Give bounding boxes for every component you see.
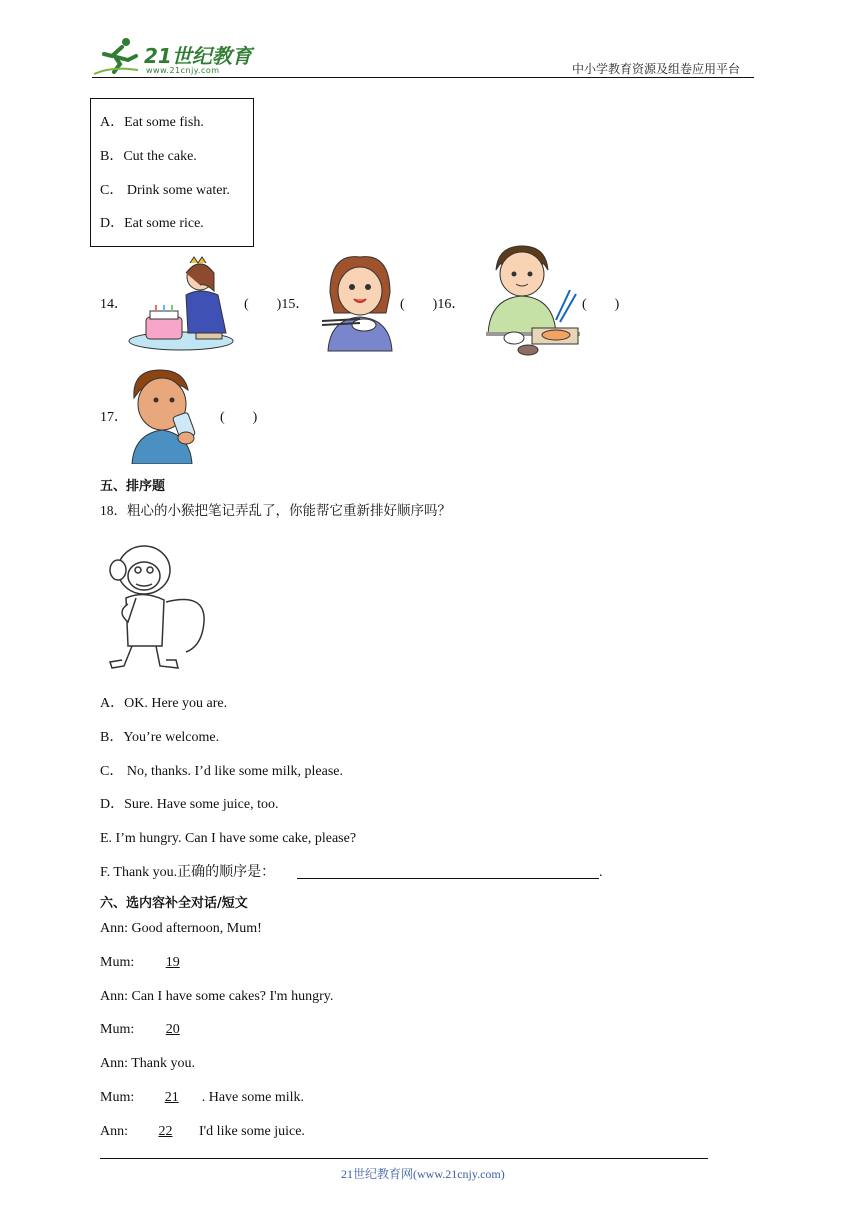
blank-22[interactable]: 22: [158, 1124, 173, 1139]
dialog-line-5: [100, 1055, 195, 1073]
dialog-line-1: [100, 920, 262, 938]
speaker: Ann:: [100, 1124, 128, 1139]
option-a: A．Eat some fish.: [100, 115, 204, 130]
dialog-line-7: [100, 1123, 305, 1141]
eat-rice-girl-image: [320, 253, 400, 353]
q18-question: 18．粗心的小猴把笔记弄乱了，你能帮它重新排好顺序吗？: [100, 503, 451, 518]
dialog-text: Good afternoon, Mum!: [131, 921, 262, 936]
speaker: Ann:: [100, 989, 128, 1004]
blank-19[interactable]: 19: [165, 955, 180, 970]
dialog-text: Thank you.: [131, 1056, 196, 1071]
q18-answer-end: .: [599, 865, 603, 880]
drink-water-boy-image: [126, 368, 212, 464]
dialog-line-6: [100, 1089, 304, 1107]
q16-answer-paren[interactable]: ( ): [582, 297, 620, 312]
q17-number: 17．: [100, 410, 128, 425]
q18-option-b: B．You’re welcome.: [100, 730, 220, 745]
option-b: B．Cut the cake.: [100, 149, 197, 164]
section5-title: 五、排序题: [100, 479, 166, 494]
q18-option-e: E. I’m hungry. Can I have some cake, please?: [100, 831, 357, 846]
section6-title: 六、选内容补全对话/短文: [100, 896, 248, 911]
dialog-line-4: [100, 1021, 180, 1039]
footer-rule: [100, 1158, 708, 1159]
q15-answer-paren[interactable]: ( )16．: [400, 297, 466, 312]
dialog-text: I'd like some juice.: [195, 1124, 305, 1139]
speaker: Ann:: [100, 921, 128, 936]
runner-logo-icon: [92, 36, 142, 76]
q18-option-d: D．Sure. Have some juice, too.: [100, 797, 279, 812]
cut-cake-image: [126, 255, 236, 355]
speaker: Mum:: [100, 955, 135, 970]
q18-answer-blank[interactable]: [297, 878, 599, 879]
option-d: D．Eat some rice.: [100, 216, 204, 231]
logo-url: www.21cnjy.com: [146, 66, 220, 75]
speaker: Ann:: [100, 1056, 128, 1071]
monkey-image: [106, 542, 210, 674]
header-logo: [92, 36, 262, 78]
q18-option-a: A．OK. Here you are.: [100, 696, 228, 711]
logo-text: 21世纪教育: [144, 44, 252, 68]
blank-20[interactable]: 20: [165, 1022, 180, 1037]
dialog-text: . Have some milk.: [201, 1090, 304, 1105]
eat-fish-boy-image: [486, 244, 582, 356]
speaker: Mum:: [100, 1022, 135, 1037]
blank-21[interactable]: 21: [164, 1090, 179, 1105]
q17-answer-paren[interactable]: ( ): [220, 410, 258, 425]
q18-option-f: F. Thank you.正确的顺序是：: [100, 865, 276, 880]
footer-text[interactable]: 21世纪教育网(www.21cnjy.com): [341, 1167, 505, 1181]
speaker: Mum:: [100, 1090, 135, 1105]
header-platform-text: 中小学教育资源及组卷应用平台: [572, 62, 741, 76]
q18-option-c: C． No, thanks. I’d like some milk, please.: [100, 764, 344, 779]
dialog-text: Can I have some cakes? I'm hungry.: [131, 989, 334, 1004]
header-rule: [92, 77, 754, 78]
dialog-line-3: [100, 988, 333, 1006]
dialog-line-2: [100, 954, 180, 972]
q14-number: 14．: [100, 297, 128, 312]
option-c: C． Drink some water.: [100, 183, 230, 198]
q14-answer-paren[interactable]: ( )15．: [244, 297, 310, 312]
